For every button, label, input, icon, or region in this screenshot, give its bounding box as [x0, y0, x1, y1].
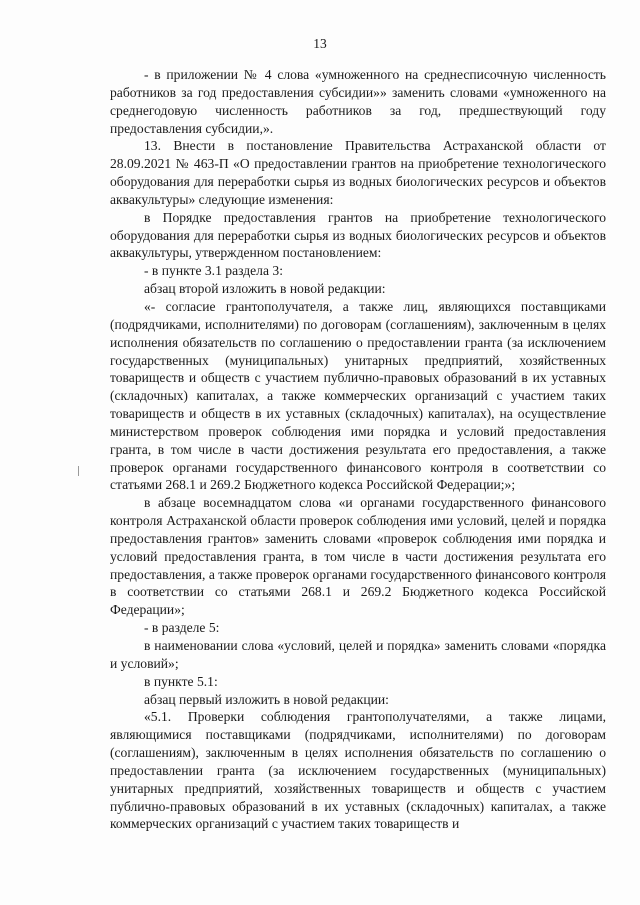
paragraph-section-title-change: в наименовании слова «условий, целей и порядка» заменить словами «порядка и условий»;	[110, 638, 606, 671]
paragraph-point-3-1: - в пункте 3.1 раздела 3:	[144, 263, 283, 279]
document-body	[110, 66, 606, 833]
margin-mark	[78, 466, 79, 476]
paragraph-appendix-4: - в приложении № 4 слова «умноженного на среднесписочную численность работников за год предоставления субсидии»» заменить словами «умноженного на среднегодовую численность работников за год, предшествующий году предоставления субсидии,».	[110, 67, 606, 136]
page-number: 13	[313, 36, 327, 51]
paragraph-section-5: - в разделе 5:	[144, 620, 220, 636]
paragraph-grant-procedure: в Порядке предоставления грантов на приобретение технологического оборудования для переработки сырья из водных биологических ресурсов и объектов аквакультуры, утвержденном постановлением:	[110, 209, 606, 261]
paragraph-consent-text: «- согласие грантополучателя, а также лиц, являющихся поставщиками (подрядчиками, исполнителями) по договорам (соглашениям), заключенным в целях исполнения обязательств по соглашению о предоставлении гранта (за исключением государственных (муниципальных) унитарных предприятий, хозяйственных товариществ и обществ с участием публично-правовых образований в их уставных (складочных) капиталах, а также коммерческих организаций с участием таких товариществ и обществ в их уставных (складочных) капиталах), на осуществление министерством проверок соблюдения ими порядка и условий предоставления гранта, в том числе в части достижения результата его предоставления, а также проверок органами государственного финансового контроля в соответствии со статьями 268.1 и 269.2 Бюджетного кодекса Российской Федерации;»;	[110, 298, 606, 493]
paragraph-point-5-1: в пункте 5.1:	[144, 673, 218, 689]
paragraph-second-abzac: абзац второй изложить в новой редакции:	[144, 281, 386, 297]
paragraph-eighteenth-abzac: в абзаце восемнадцатом слова «и органами государственного финансового контроля Астраханской области проверок соблюдения ими условий, целей и порядка предоставления грантов» заменить словами «проверок соблюдения ими порядка и условий предоставления гранта, в том числе в части достижения результата его предоставления, а также проверок органами государственного финансового контроля в соответствии со статьями 268.1 и 269.2 Бюджетного кодекса Российской Федерации»;	[110, 495, 606, 618]
paragraph-item-13: 13. Внести в постановление Правительства Астраханской области от 28.09.2021 № 463-П «О предоставлении грантов на приобретение технологического оборудования для переработки сырья из водных биологических ресурсов и объектов аквакультуры» следующие изменения:	[110, 138, 606, 207]
paragraph-5-1-text: «5.1. Проверки соблюдения грантополучателями, а также лицами, являющимися поставщиками (подрядчиками, исполнителями) по договорам (соглашениям), заключенным в целях исполнения обязательств по соглашению о предоставлении гранта (за исключением государственных (муниципальных) унитарных предприятий, хозяйственных товариществ и обществ с участием публично-правовых образований в их уставных (складочных) капиталах, а также коммерческих организаций с участием таких товариществ и	[110, 709, 606, 832]
paragraph-first-abzac: абзац первый изложить в новой редакции:	[144, 691, 389, 707]
